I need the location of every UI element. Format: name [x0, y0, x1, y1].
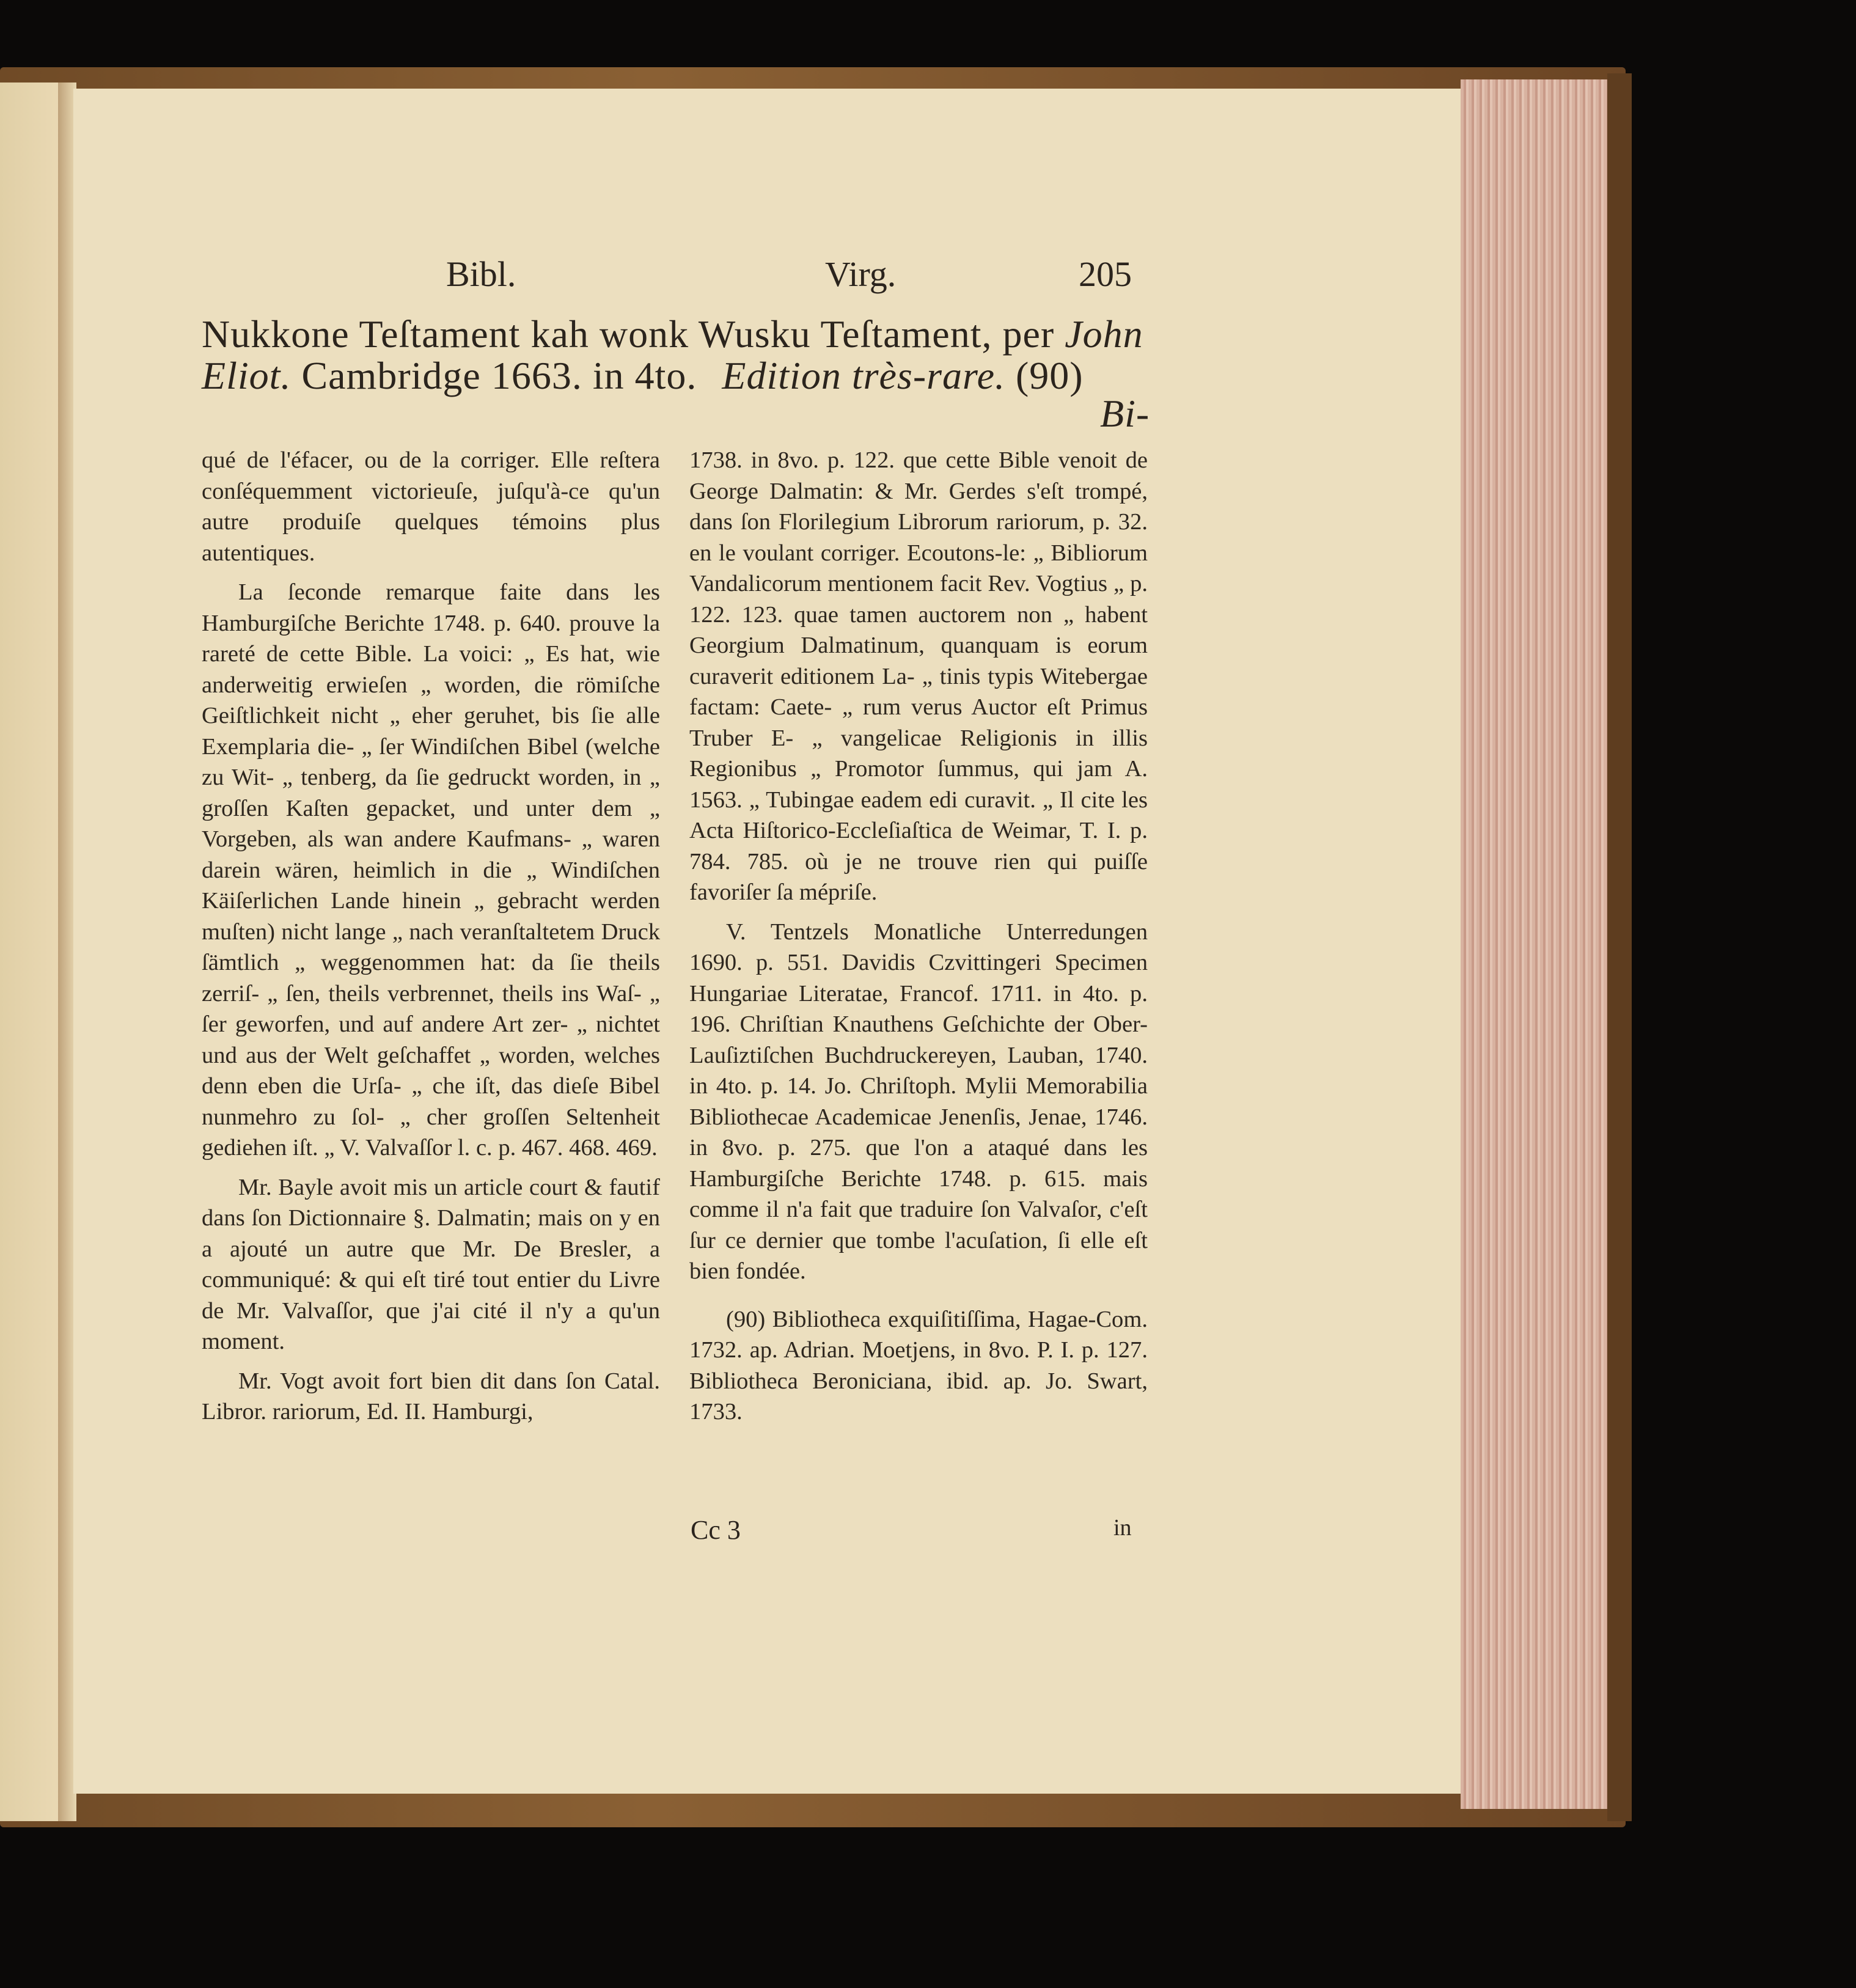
page-fore-edge — [1461, 79, 1613, 1809]
page-number: 205 — [1079, 254, 1132, 294]
title-author-first: John — [1065, 312, 1143, 356]
title-author-last: Eliot. — [202, 354, 292, 397]
running-head-center: Virg. — [825, 254, 897, 294]
left-paragraph-4: Mr. Vogt avoit fort bien dit dans ſon Catal. Libror. rariorum, Ed. II. Hamburgi, — [202, 1368, 660, 1425]
title-line-2 — [202, 353, 1149, 398]
cover-edge — [1607, 73, 1632, 1821]
footnote-90: (90) Bibliotheca exquiſitiſſima, Hagae-Com. 1732. ap. Adrian. Moetjens, in 8vo. P. I. p. 127. Bibliotheca Beroniciana, ibid. ap. Jo. Swart, 1733. — [689, 1306, 1148, 1425]
footer-catchword: in — [1113, 1515, 1132, 1541]
right-paragraph-1: 1738. in 8vo. p. 122. que cette Bible venoit de George Dalmatin: & Mr. Gerdes s'eſt trompé, dans ſon Florilegium Librorum rariorum, p. 32. en le voulant corriger. Ecoutons-le: „ Bibliorum Vandalicorum mentionem facit Rev. Vogtius „ p. 122. 123. quae tamen auctorem non „ habent Georgium Dalmatinum, quanquam is eorum curaverit editionem La- „ tinis typis Witebergae factam: Caete- „ rum verus Auctor eſt Primus Truber E- „ vangelicae Religionis in illis Regionibus „ Promotor ſummus, qui jam A. 1563. „ Tubingae eadem edi curavit. „ Il cite les Acta Hiſtorico-Eccleſiaſtica de Weimar, T. I. p. 784. 785. où je ne trouve rien qui puiſſe favoriſer ſa mépriſe. — [689, 447, 1148, 905]
right-column — [689, 445, 1148, 1428]
title-line-1 — [202, 312, 1149, 357]
title-edition-note: Edition très-rare. — [722, 354, 1005, 397]
left-page-edge — [0, 83, 61, 1821]
title-text: Nukkone Teſtament kah wonk Wusku Teſtament, per — [202, 312, 1055, 356]
left-paragraph-3: Mr. Bayle avoit mis un article court & fautif dans ſon Dictionnaire §. Dalmatin; mais on y en a ajouté un autre que Mr. De Bresler, a communiqué: & qui eſt tiré tout entier du Livre de Mr. Valvaſſor, que j'ai cité il n'y a qu'un moment. — [202, 1174, 660, 1354]
left-paragraph-2: La ſeconde remarque faite dans les Hamburgiſche Berichte 1748. p. 640. prouve la rareté de cette Bible. La voici: „ Es hat, wie anderweitig erwieſen „ worden, die römiſche Geiſtlichkeit nicht „ eher geruhet, bis ſie alle Exemplaria die- „ ſer Windiſchen Bibel (welche zu Wit- „ tenberg, da ſie gedruckt worden, in „ groſſen Kaſten gepacket, und unter dem „ Vorgeben, als wan andere Kaufmans- „ waren darein wären, heimlich in die „ Windiſchen Käiſerlichen Lande hinein „ gebracht werden muſten) nicht lange „ nach veranſtaltetem Druck ſämtlich „ weggenommen hat: da ſie theils zerriſ- „ ſen, theils verbrennet, theils ins Waſ- „ ſer geworfen, und auf andere Art zer- „ nichtet und aus der Welt geſchaffet „ worden, welches denn eben die Urſa- „ che iſt, das dieſe Bibel nunmehro zu ſol- „ cher groſſen Seltenheit gediehen iſt. „ V. Valvaſſor l. c. p. 467. 468. 469. — [202, 579, 660, 1161]
left-column — [202, 445, 660, 1428]
title-footnote-ref: (90) — [1015, 354, 1084, 397]
left-paragraph-1: qué de l'éfacer, ou de la corriger. Elle reſtera conſéquemment victorieuſe, juſqu'à-ce qu'un autre produiſe quelques témoins plus autentiques. — [202, 447, 660, 566]
running-head-left: Bibl. — [446, 254, 516, 294]
title-catchword: Bi- — [1100, 392, 1150, 435]
signature-mark: Cc 3 — [691, 1515, 741, 1545]
title-imprint: Cambridge 1663. in 4to. — [301, 354, 697, 397]
right-paragraph-2: V. Tentzels Monatliche Unterredungen 1690. p. 551. Davidis Czvittingeri Specimen Hungariae Literatae, Francof. 1711. in 4to. p. 196. Chriſtian Knauthens Geſchichte der Ober-Lauſiztiſchen Buchdruckereyen, Lauban, 1740. in 4to. p. 14. Jo. Chriſtoph. Mylii Memorabilia Bibliothecae Academicae Jenenſis, Jenae, 1746. in 8vo. p. 275. que l'on a ataqué dans les Hamburgiſche Berichte 1748. p. 615. mais comme il n'a fait que traduire ſon Valvaſor, c'eſt ſur ce dernier que tombe l'acuſation, ſi elle eſt bien fondée. — [689, 919, 1148, 1284]
